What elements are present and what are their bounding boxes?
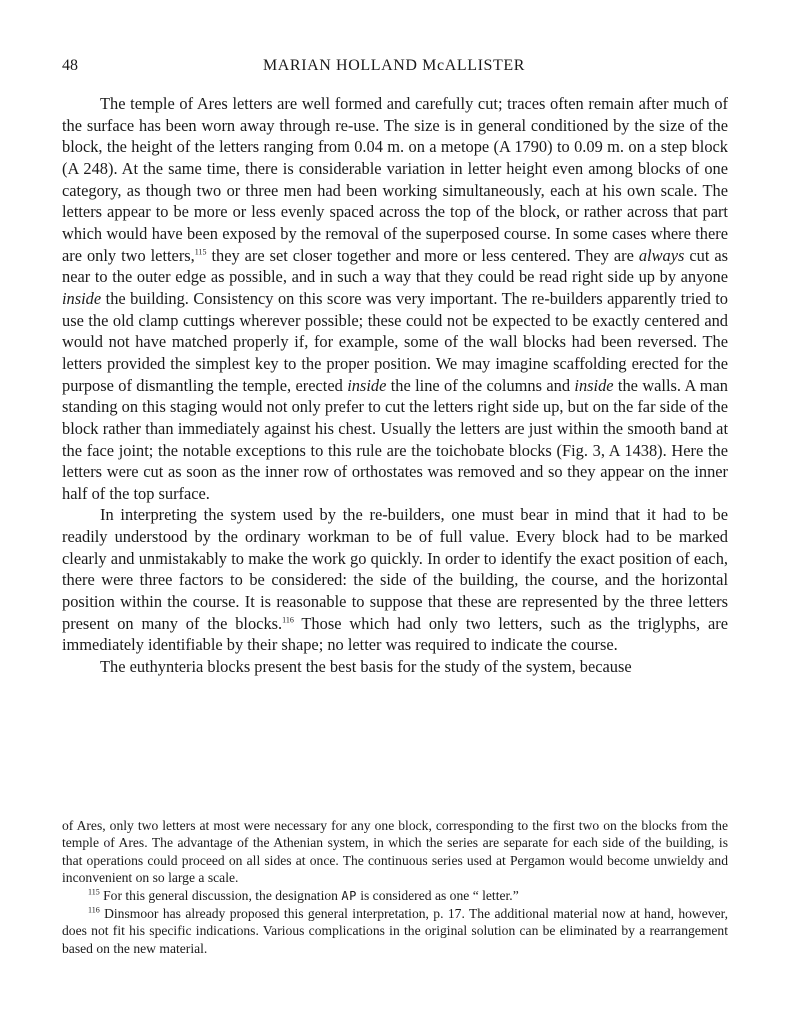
- footnote-ref-116: 116: [282, 615, 294, 625]
- paragraph-2: In interpreting the system used by the re-builders, one must bear in mind that it had to be readily understood by the ordinary workman to be of full value. Every block had to be marked clearly and unmistakably to make the work go quickly. In order to identify the exact position of each, there were three factors to be considered: the side of the building, the course, and the horizontal position within the course. It is reasonable to suppose that these are represented by the three letters present on many of the blocks.$^{116}$ Those which had only two letters, such as the triglyphs, are immediately identifiable by their shape; no letter was required to indicate the course.: [62, 505, 728, 655]
- footnotes: [62, 817, 728, 957]
- emphasis: inside: [574, 375, 614, 395]
- page-header: [62, 57, 726, 81]
- body-text: [62, 93, 728, 678]
- footnote-continuation: of Ares, only two letters at most were necessary for any one block, corresponding to the first two on the blocks from the temple of Ares. The advantage of the Athenian system, in which the series are separate for each side of the building, is that operations could proceed on all sides at once. The continuous series used at Pergamon would become unwieldy and inconvenient on so large a scale.: [62, 818, 728, 886]
- letter-designation: AP: [341, 888, 357, 903]
- footnote-ref-115: 115: [194, 247, 207, 257]
- footnote-115: $^{115}$ For this general discussion, the designation AP is considered as one “ letter.”: [88, 887, 519, 903]
- emphasis: always: [638, 245, 685, 265]
- paragraph-3: The euthynteria blocks present the best basis for the study of the system, because: [100, 657, 632, 677]
- paragraph-1: The temple of Ares letters are well formed and carefully cut; traces often remain after much of the surface has been worn away through re-use. The size is in general conditioned by the size of the block, the height of the letters ranging from 0.04 m. on a metope (A 1790) to 0.09 m. on a step block (A 248). At the same time, there is considerable variation in letter height even among blocks of one category, as though two or three men had been working simultaneously, each at his own scale. The letters appear to be more or less evenly spaced across the top of the block, or rather across that part which would have been exposed by the removal of the superposed course. In some cases where there are only two letters,$^{115}$ they are set closer together and more or less centered. They are always cut as near to the outer edge as possible, and in such a way that they could be read right side up by anyone inside the building. Consistency on this score was very important. The re-builders apparently tried to use the old clamp cuttings wherever possible; these could not be expected to be exactly centered and would not have matched properly if, for example, some of the wall blocks had been reversed. The letters provided the simplest key to the proper position. We may imagine scaffolding erected for the purpose of dismantling the temple, erected inside the line of the columns and inside the walls. A man standing on this staging would not only prefer to cut the letters right side up, but on the far side of the block rather than immediately against his chest. Usually the letters are just within the smooth band at the face joint; the notable exceptions to this rule are the toichobate blocks (Fig. 3, A 1438). Here the letters were cut as soon as the inner row of orthostates was removed and so they appear on the inner half of the top surface.: [62, 94, 728, 503]
- emphasis: inside: [347, 375, 387, 395]
- page-number: 48: [62, 57, 78, 74]
- footnote-number: 115: [88, 887, 100, 897]
- emphasis: inside: [62, 288, 102, 308]
- footnote-number: 116: [88, 905, 100, 915]
- running-head: MARIAN HOLLAND McALLISTER: [262, 57, 526, 74]
- footnote-116: $^{116}$ Dinsmoor has already proposed this general interpretation, p. 17. The additional material now at hand, however, does not fit his specific indications. Various complications in the original solution can be eliminated by a rearrangement based on the new material.: [62, 905, 728, 956]
